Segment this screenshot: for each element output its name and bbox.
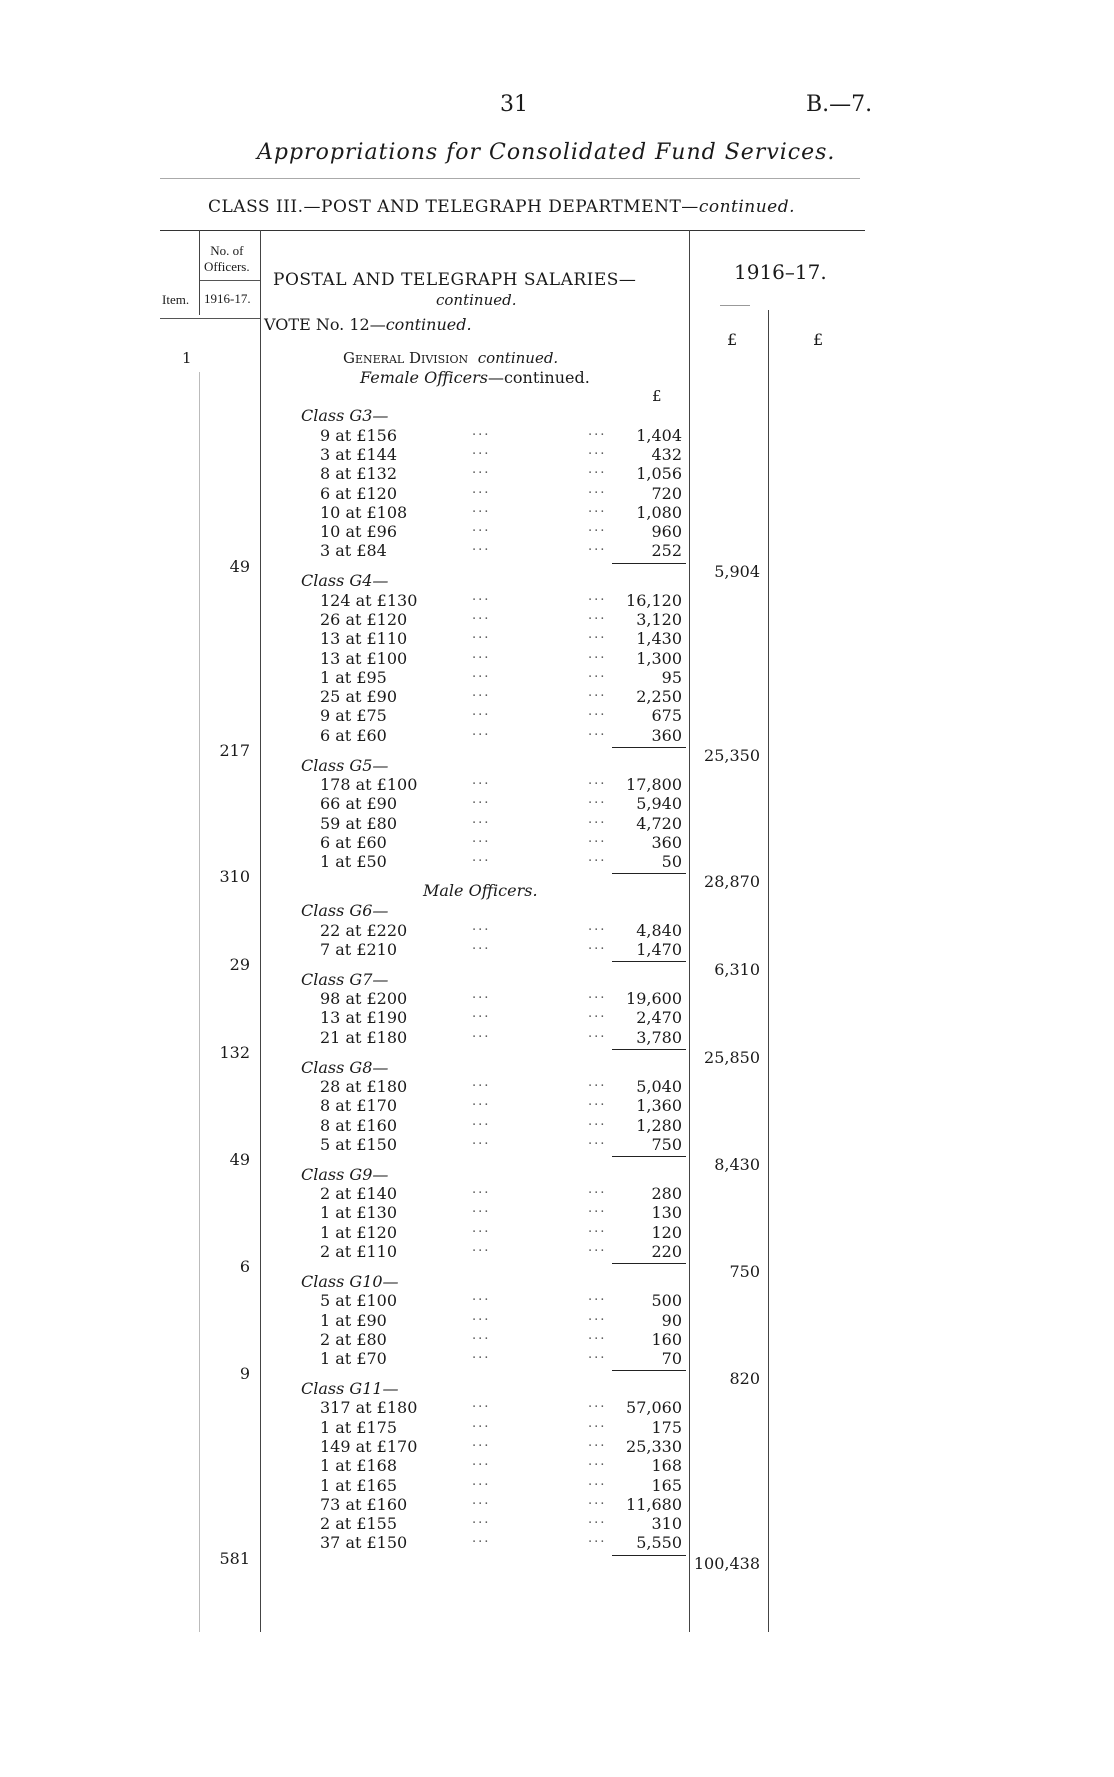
salary-amount: 50 — [661, 852, 682, 872]
officers-column-divider — [260, 230, 261, 1632]
salary-rate: 8 at £160 — [320, 1115, 398, 1135]
leader-dots: ... — [588, 937, 607, 953]
leader-dots: ... — [588, 442, 607, 458]
subtotal-rule — [612, 1156, 686, 1157]
leader-dots: ... — [588, 704, 607, 720]
leader-dots: ... — [472, 704, 491, 720]
class-heading-1: Class G4— — [301, 571, 389, 591]
salary-row — [320, 706, 682, 725]
salary-rate: 13 at £110 — [320, 629, 408, 649]
salary-row — [320, 830, 682, 852]
salary-amount: 960 — [651, 522, 682, 542]
leader-dots: ... — [588, 1347, 607, 1363]
leader-dots: ... — [472, 1415, 491, 1431]
leader-dots: ... — [588, 918, 607, 934]
salary-amount: 19,600 — [626, 989, 682, 1009]
vote-label: VOTE No. 12—continued. — [264, 315, 472, 334]
leader-dots: ... — [472, 830, 491, 846]
salary-row — [320, 646, 682, 668]
leader-dots: ... — [472, 607, 491, 623]
salary-rate: 59 at £80 — [320, 813, 398, 833]
salary-rate: 8 at £170 — [320, 1096, 398, 1116]
salary-rate: 1 at £130 — [320, 1203, 398, 1223]
leader-dots: ... — [472, 1396, 491, 1412]
leader-dots: ... — [588, 539, 607, 555]
salary-row — [320, 1308, 682, 1330]
salary-rate: 1 at £70 — [320, 1349, 387, 1369]
salary-row — [320, 1514, 682, 1533]
pound-symbol-subtotal: £ — [727, 330, 738, 349]
salary-rate: 21 at £180 — [320, 1027, 408, 1047]
salary-row — [320, 989, 682, 1008]
salary-rate: 1 at £175 — [320, 1417, 398, 1437]
salary-row — [320, 500, 682, 522]
salary-rate: 1 at £165 — [320, 1475, 398, 1495]
salary-row — [320, 811, 682, 833]
salary-amount: 3,780 — [636, 1027, 682, 1047]
class-heading-5: Class G8— — [301, 1057, 389, 1077]
salary-row — [320, 1220, 682, 1242]
salary-amount: 165 — [651, 1475, 682, 1495]
salary-rate: 22 at £220 — [320, 920, 408, 940]
salary-rate: 9 at £75 — [320, 706, 387, 726]
salary-row — [320, 937, 682, 959]
subtotal-rule — [612, 873, 686, 874]
class-heading-2: Class G5— — [301, 755, 389, 775]
section-heading-continued: continued. — [436, 291, 517, 309]
salary-amount: 11,680 — [626, 1494, 682, 1514]
salary-row — [320, 772, 682, 794]
leader-dots: ... — [472, 1113, 491, 1129]
salary-rate: 25 at £90 — [320, 687, 398, 707]
leader-dots: ... — [588, 685, 607, 701]
year-header-rule — [720, 305, 750, 306]
leader-dots: ... — [472, 1239, 491, 1255]
salary-amount: 1,300 — [636, 648, 682, 668]
leader-dots: ... — [588, 1094, 607, 1110]
salary-amount: 2,250 — [636, 687, 682, 707]
class-subtotal: 25,850 — [704, 1048, 760, 1068]
leader-dots: ... — [588, 1239, 607, 1255]
salary-amount: 95 — [661, 667, 682, 687]
salary-row — [320, 1327, 682, 1349]
salary-row — [320, 1008, 682, 1027]
leader-dots: ... — [588, 1220, 607, 1236]
salary-amount: 4,840 — [636, 920, 682, 940]
salary-row — [320, 1492, 682, 1514]
salary-rate: 98 at £200 — [320, 989, 408, 1009]
salary-amount: 4,720 — [636, 813, 682, 833]
leader-dots: ... — [472, 1347, 491, 1363]
leader-dots: ... — [588, 1074, 607, 1090]
leader-dots: ... — [472, 723, 491, 739]
salary-row — [320, 918, 682, 940]
salary-amount: 3,120 — [636, 609, 682, 629]
salary-rate: 178 at £100 — [320, 774, 418, 794]
salary-amount: 360 — [651, 725, 682, 745]
leader-dots: ... — [472, 1289, 491, 1305]
salary-row — [320, 1349, 682, 1368]
salary-row — [320, 1398, 682, 1417]
salary-amount: 70 — [661, 1349, 682, 1369]
salary-amount: 1,470 — [636, 939, 682, 959]
salary-amount: 1,080 — [636, 502, 682, 522]
pound-symbol-total: £ — [813, 330, 824, 349]
leader-dots: ... — [588, 1182, 607, 1198]
salary-amount: 90 — [661, 1310, 682, 1330]
leader-dots: ... — [472, 1473, 491, 1489]
leader-dots: ... — [588, 462, 607, 478]
salary-row — [320, 1415, 682, 1437]
document-reference: B.—7. — [806, 92, 873, 117]
leader-dots: ... — [472, 850, 491, 866]
salary-rate: 2 at £155 — [320, 1514, 398, 1534]
salary-rate: 73 at £160 — [320, 1494, 408, 1514]
officer-count: 217 — [219, 741, 250, 760]
salary-amount: 1,360 — [636, 1096, 682, 1116]
class-subtotal: 820 — [729, 1369, 760, 1389]
salary-rate: 3 at £144 — [320, 444, 398, 464]
leader-dots: ... — [472, 1531, 491, 1547]
salary-row — [320, 687, 682, 706]
leader-dots: ... — [588, 1006, 607, 1022]
salary-amount: 1,280 — [636, 1115, 682, 1135]
pound-symbol-amount: £ — [652, 387, 662, 405]
class-subtotal: 28,870 — [704, 872, 760, 892]
leader-dots: ... — [472, 685, 491, 701]
subtotal-rule — [612, 563, 686, 564]
item-column-divider — [199, 230, 200, 315]
officer-count: 49 — [229, 556, 250, 576]
salary-row — [320, 1434, 682, 1456]
salary-rate: 6 at £60 — [320, 725, 387, 745]
salary-row — [320, 1291, 682, 1310]
leader-dots: ... — [472, 423, 491, 439]
salary-rate: 26 at £120 — [320, 609, 408, 629]
salary-rate: 2 at £80 — [320, 1329, 387, 1349]
leader-dots: ... — [472, 1182, 491, 1198]
leader-dots: ... — [588, 481, 607, 497]
leader-dots: ... — [472, 520, 491, 536]
leader-dots: ... — [472, 792, 491, 808]
leader-dots: ... — [588, 665, 607, 681]
leader-dots: ... — [588, 1132, 607, 1148]
salary-rate: 5 at £150 — [320, 1134, 398, 1154]
salary-rate: 5 at £100 — [320, 1291, 398, 1311]
salary-row — [320, 852, 682, 871]
salary-row — [320, 665, 682, 687]
salary-amount: 168 — [651, 1456, 682, 1476]
salary-amount: 720 — [651, 483, 682, 503]
salary-rate: 1 at £90 — [320, 1310, 387, 1330]
leader-dots: ... — [472, 1201, 491, 1217]
salary-rate: 8 at £132 — [320, 464, 398, 484]
leader-dots: ... — [588, 423, 607, 439]
salary-rate: 7 at £210 — [320, 939, 398, 959]
leader-dots: ... — [588, 850, 607, 866]
class-heading-3: Class G6— — [301, 901, 389, 921]
leader-dots: ... — [588, 792, 607, 808]
leader-dots: ... — [472, 442, 491, 458]
leader-dots: ... — [588, 811, 607, 827]
salary-amount: 25,330 — [626, 1436, 682, 1456]
leader-dots: ... — [588, 987, 607, 1003]
salary-row — [320, 1074, 682, 1096]
leader-dots: ... — [588, 830, 607, 846]
subtotal-rule — [612, 961, 686, 962]
subtotal-rule — [612, 1555, 686, 1556]
section-heading: POSTAL AND TELEGRAPH SALARIES— — [273, 270, 637, 290]
salary-row — [320, 1533, 682, 1552]
leader-dots: ... — [588, 1396, 607, 1412]
leader-dots: ... — [588, 1415, 607, 1431]
salary-rate: 1 at £95 — [320, 667, 387, 687]
salary-row — [320, 1239, 682, 1261]
title-rule — [160, 178, 860, 179]
leader-dots: ... — [588, 1434, 607, 1450]
class-subtotal: 25,350 — [704, 746, 760, 765]
salary-rate: 2 at £140 — [320, 1184, 398, 1204]
leader-dots: ... — [472, 1492, 491, 1508]
leader-dots: ... — [472, 539, 491, 555]
officers-column-header: No. of Officers. — [204, 243, 250, 274]
leader-dots: ... — [588, 1512, 607, 1528]
salary-amount: 16,120 — [626, 590, 682, 610]
class-subtotal: 100,438 — [693, 1553, 760, 1573]
leader-dots: ... — [472, 937, 491, 953]
salary-rate: 149 at £170 — [320, 1436, 418, 1456]
officer-count: 29 — [229, 955, 250, 975]
leader-dots: ... — [472, 1327, 491, 1343]
leader-dots: ... — [588, 1492, 607, 1508]
salary-rate: 37 at £150 — [320, 1533, 408, 1553]
salary-amount: 220 — [651, 1241, 682, 1261]
leader-dots: ... — [588, 723, 607, 739]
leader-dots: ... — [588, 1531, 607, 1547]
class-subtotal: 5,904 — [714, 561, 760, 581]
salary-row — [320, 1025, 682, 1047]
leader-dots: ... — [472, 1074, 491, 1090]
salary-row — [320, 423, 682, 445]
officer-count: 132 — [219, 1043, 250, 1063]
officer-count: 581 — [219, 1548, 250, 1568]
salary-row — [320, 481, 682, 503]
salary-rate: 3 at £84 — [320, 541, 387, 561]
salary-rate: 1 at £50 — [320, 852, 387, 872]
salary-amount: 432 — [651, 444, 682, 464]
leader-dots: ... — [588, 1113, 607, 1129]
salary-amount: 120 — [651, 1222, 682, 1242]
salary-row — [320, 629, 682, 648]
salary-rate: 1 at £168 — [320, 1456, 398, 1476]
leader-dots: ... — [472, 1512, 491, 1528]
leader-dots: ... — [472, 462, 491, 478]
leader-dots: ... — [472, 481, 491, 497]
leader-dots: ... — [472, 918, 491, 934]
leader-dots: ... — [588, 1289, 607, 1305]
salary-rate: 10 at £108 — [320, 502, 408, 522]
subtotal-rule — [612, 1370, 686, 1371]
salary-amount: 175 — [651, 1417, 682, 1437]
leader-dots: ... — [588, 607, 607, 623]
class-heading-4: Class G7— — [301, 969, 389, 989]
salary-row — [320, 794, 682, 813]
leader-dots: ... — [472, 772, 491, 788]
salary-amount: 2,470 — [636, 1008, 682, 1028]
salary-row — [320, 464, 682, 483]
year-column-header: 1916–17. — [734, 260, 827, 284]
page-number: 31 — [500, 92, 528, 117]
leader-dots: ... — [472, 1434, 491, 1450]
salary-rate: 13 at £100 — [320, 648, 408, 668]
amount-column-divider — [689, 230, 690, 1632]
class-subtotal: 750 — [729, 1262, 760, 1282]
salary-amount: 675 — [651, 706, 682, 726]
leader-dots: ... — [472, 1454, 491, 1470]
salary-amount: 280 — [651, 1184, 682, 1204]
salary-amount: 1,056 — [636, 464, 682, 484]
leader-dots: ... — [472, 1220, 491, 1236]
leader-dots: ... — [588, 646, 607, 662]
salary-row — [320, 723, 682, 745]
leader-dots: ... — [588, 1327, 607, 1343]
salary-row — [320, 1113, 682, 1135]
salary-rate: 2 at £110 — [320, 1241, 398, 1261]
leader-dots: ... — [472, 1308, 491, 1324]
salary-row — [320, 1456, 682, 1475]
leader-dots: ... — [588, 588, 607, 604]
header-bottom-rule — [160, 318, 260, 319]
salary-amount: 5,940 — [636, 794, 682, 814]
salary-amount: 310 — [651, 1514, 682, 1534]
salary-row — [320, 1096, 682, 1115]
subtotal-rule — [612, 747, 686, 748]
salary-amount: 5,550 — [636, 1533, 682, 1553]
salary-amount: 750 — [651, 1134, 682, 1154]
salary-rate: 6 at £120 — [320, 483, 398, 503]
salary-row — [320, 1132, 682, 1154]
table-top-rule — [160, 230, 865, 231]
salary-rate: 13 at £190 — [320, 1008, 408, 1028]
leader-dots: ... — [472, 1025, 491, 1041]
officer-count: 6 — [239, 1257, 250, 1277]
officers-year-header: 1916-17. — [204, 291, 251, 306]
salary-row — [320, 1473, 682, 1495]
salary-amount: 1,404 — [636, 425, 682, 445]
salary-rate: 28 at £180 — [320, 1076, 408, 1096]
salary-amount: 130 — [651, 1203, 682, 1223]
leader-dots: ... — [588, 500, 607, 516]
leader-dots: ... — [472, 588, 491, 604]
female-officers-heading: Female Officers—continued. — [360, 368, 590, 387]
subtotal-rule — [612, 1049, 686, 1050]
salary-rate: 66 at £90 — [320, 794, 398, 814]
salary-rate: 10 at £96 — [320, 522, 398, 542]
salary-amount: 17,800 — [626, 774, 682, 794]
leader-dots: ... — [472, 1006, 491, 1022]
salary-amount: 1,430 — [636, 629, 682, 649]
salary-row — [320, 1203, 682, 1222]
page-title: Appropriations for Consolidated Fund Services. — [257, 140, 836, 165]
leader-dots: ... — [472, 646, 491, 662]
leader-dots: ... — [588, 772, 607, 788]
salary-row — [320, 541, 682, 560]
leader-dots: ... — [588, 1025, 607, 1041]
division-heading: General Division continued. — [343, 349, 559, 367]
salary-amount: 57,060 — [626, 1398, 682, 1418]
salary-amount: 5,040 — [636, 1076, 682, 1096]
salary-rate: 6 at £60 — [320, 832, 387, 852]
class-heading-6: Class G9— — [301, 1164, 389, 1184]
leader-dots: ... — [588, 627, 607, 643]
leader-dots: ... — [588, 1473, 607, 1489]
salary-rate: 124 at £130 — [320, 590, 418, 610]
leader-dots: ... — [472, 811, 491, 827]
subtotal-rule — [612, 1263, 686, 1264]
class-heading-8: Class G11— — [301, 1379, 399, 1399]
salary-amount: 500 — [651, 1291, 682, 1311]
salary-amount: 252 — [651, 541, 682, 561]
salary-amount: 160 — [651, 1329, 682, 1349]
leader-dots: ... — [472, 500, 491, 516]
class-heading-7: Class G10— — [301, 1271, 399, 1291]
class-subtotal: 8,430 — [714, 1155, 760, 1175]
salary-rate: 317 at £180 — [320, 1398, 418, 1418]
male-officers-heading: Male Officers. — [423, 881, 538, 901]
officers-header-rule — [200, 280, 260, 281]
item-column-header: Item. — [162, 292, 190, 307]
class-heading-0: Class G3— — [301, 406, 389, 426]
salary-amount: 360 — [651, 832, 682, 852]
officer-count: 310 — [219, 867, 250, 887]
salary-row — [320, 607, 682, 629]
item-number: 1 — [182, 349, 192, 367]
salary-row — [320, 1184, 682, 1203]
class-heading: CLASS III.—POST AND TELEGRAPH DEPARTMENT—continued. — [208, 197, 796, 217]
leader-dots: ... — [588, 1454, 607, 1470]
leader-dots: ... — [588, 520, 607, 536]
leader-dots: ... — [472, 627, 491, 643]
leader-dots: ... — [588, 1201, 607, 1217]
salary-row — [320, 442, 682, 464]
salary-rate: 9 at £156 — [320, 425, 398, 445]
officer-count: 49 — [229, 1150, 250, 1170]
leader-dots: ... — [472, 987, 491, 1003]
salary-row — [320, 522, 682, 541]
class-subtotal: 6,310 — [714, 960, 760, 980]
leader-dots: ... — [472, 1094, 491, 1110]
leader-dots: ... — [472, 1132, 491, 1148]
salary-row — [320, 588, 682, 610]
leader-dots: ... — [588, 1308, 607, 1324]
year-column-divider — [768, 310, 769, 1632]
salary-rate: 1 at £120 — [320, 1222, 398, 1242]
officer-count: 9 — [239, 1364, 250, 1384]
leader-dots: ... — [472, 665, 491, 681]
